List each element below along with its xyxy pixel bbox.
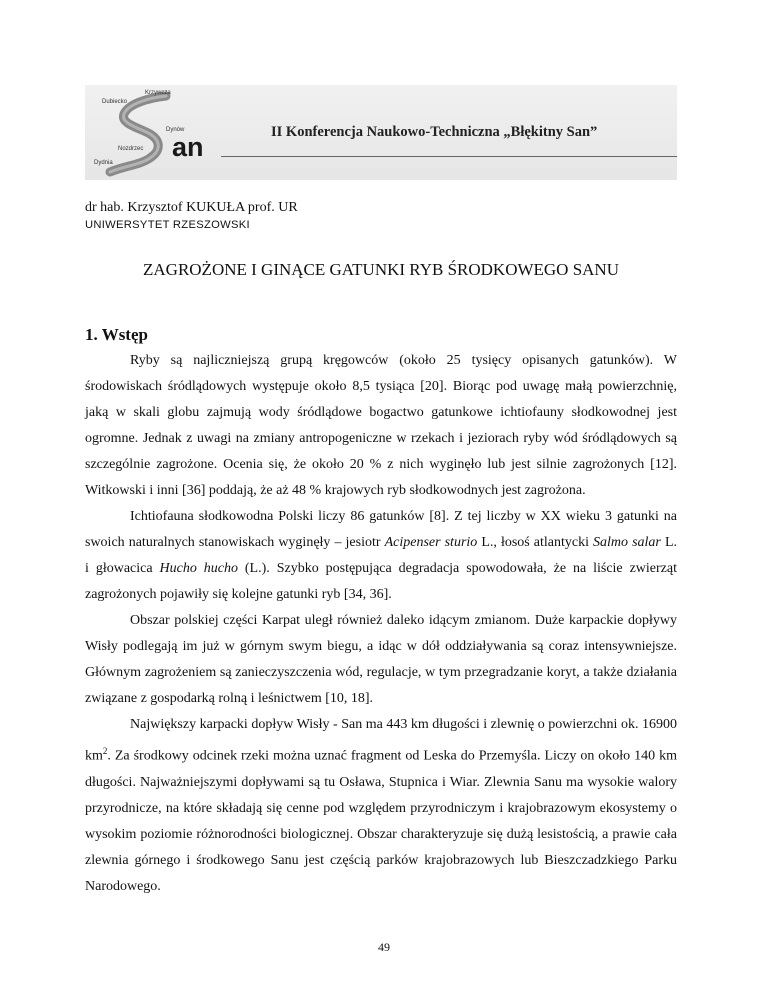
section-heading: 1. Wstęp: [85, 325, 148, 344]
paragraph: Ichtiofauna słodkowodna Polski liczy 86 gatunków [8]. Z tej liczby w XX wieku 3 gatunki na swoich naturalnych stanowiskach wyginęły – jesiotr Acipenser sturio L., łosoś atlantycki Salmo salar L. i głowacica Hucho hucho (L.). Szybko postępująca degradacja spowodowała, że na liście zwierząt zagrożonych pojawiły się kolejne gatunki ryb [34, 36].: [85, 509, 677, 602]
logo-label-dynow: Dynów: [166, 127, 185, 133]
paragraph: Ryby są najliczniejszą grupą kręgowców (około 25 tysięcy opisanych gatunków). W środowiskach śródlądowych występuje około 8,5 tysiąca [20]. Biorąc pod uwagę małą powierzchnię, jaką w skali globu zajmują wody śródlądowe bogactwo gatunkowe ichtiofauny słodkowodnej jest ogromne. Jednak z uwagi na zmiany antropogeniczne w rzekach i jeziorach ryby wód śródlądowych są szczególnie zagrożone. Ocenia się, że około 20 % z nich wyginęło lub jest silnie zagrożonych [12]. Witkowski i inni [36] poddają, że aż 48 % krajowych ryb słodkowodnych jest zagrożona.: [85, 353, 677, 498]
author-name: dr hab. Krzysztof KUKUŁA prof. UR: [85, 200, 298, 215]
logo-label-dubiecko: Dubiecko: [102, 99, 128, 105]
logo-label-krzywcza: Krzywcza: [145, 90, 171, 96]
paragraph: Największy karpacki dopływ Wisły - San ma 443 km długości i zlewnię o powierzchni ok. 16900 $km^2$. Za środkowy odcinek rzeki można uznać fragment od Leska do Przemyśla. Liczy on około 140 km długości. Najważniejszymi dopływami są tu Osława, Stupnica i Wiar. Zlewnia Sanu ma wysokie walory przyrodnicze, na które składają się cenne pod względem przyrodniczym i krajobrazowym ekosystemy o wysokim poziomie różnorodności biologicznej. Obszar charakteryzuje się dużą lesistością, a prawie cała zlewnia górnego i środkowego Sanu jest częścią parków krajobrazowych lub Bieszczadzkiego Parku Narodowego.: [85, 717, 677, 894]
logo-label-nozdrzec: Nozdrzec: [118, 146, 144, 152]
species-name: Acipenser sturio: [384, 535, 478, 550]
species-name: Salmo salar: [593, 535, 661, 550]
superscript: 2: [102, 746, 108, 756]
conference-title: II Konferencja Naukowo-Techniczna „Błękitny San”: [271, 124, 598, 140]
page-number: 49: [378, 940, 390, 954]
paragraph: Obszar polskiej części Karpat uległ również daleko idącym zmianom. Duże karpackie dopływy Wisły podlegają im już w górnym swym biegu, a idąc w dół oddziaływania są coraz intensywniejsze. Głównym zagrożeniem są zanieczyszczenia wód, regulacje, w tym przegradzanie koryt, a także działania związane z gospodarką rolną i leśnictwem [10, 18].: [85, 613, 677, 706]
body-text: [85, 348, 677, 900]
logo-label-dydnia: Dydnia: [94, 160, 113, 166]
header-divider: [221, 156, 677, 157]
author-affiliation: UNIWERSYTET RZESZOWSKI: [85, 219, 250, 231]
paper-title: ZAGROŻONE I GINĄCE GATUNKI RYB ŚRODKOWEGO SANU: [143, 260, 619, 279]
species-name: Hucho hucho: [159, 561, 238, 576]
san-river-shape: [110, 96, 166, 172]
conference-logo: [88, 86, 248, 181]
logo-wordmark-an: an: [172, 132, 204, 162]
